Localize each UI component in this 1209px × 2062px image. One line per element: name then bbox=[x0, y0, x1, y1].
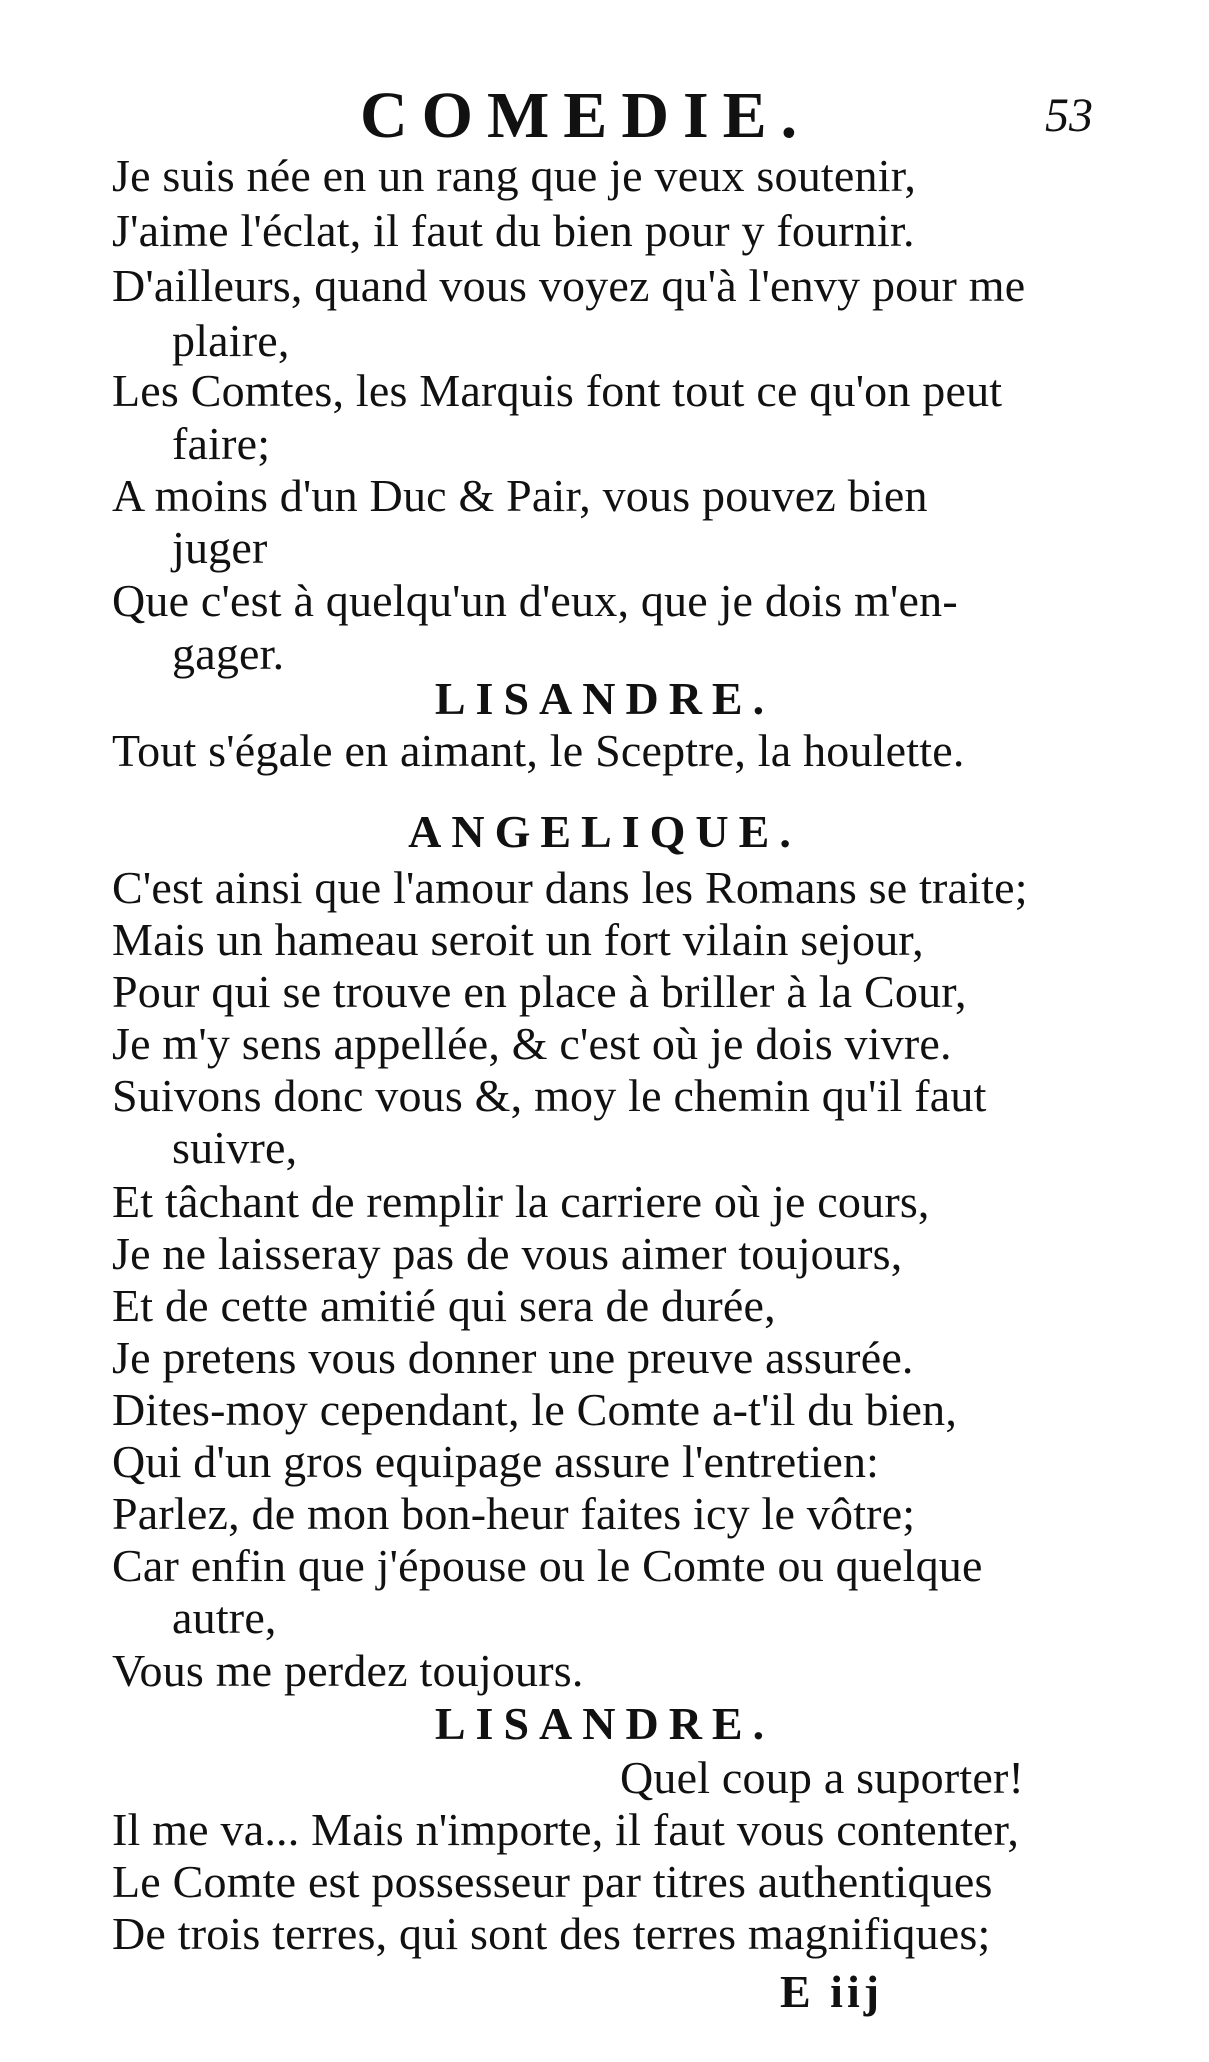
verse-line: Pour qui se trouve en place à briller à la Cour, bbox=[112, 966, 967, 1017]
verse-line: Je ne laisseray pas de vous aimer toujours, bbox=[112, 1228, 903, 1279]
verse-line: Et de cette amitié qui sera de durée, bbox=[112, 1280, 776, 1331]
verse-line-continuation: faire; bbox=[172, 418, 271, 469]
verse-line: D'ailleurs, quand vous voyez qu'à l'envy pour me bbox=[112, 260, 1026, 311]
verse-line-continuation: autre, bbox=[172, 1592, 277, 1643]
verse-line: Je suis née en un rang que je veux soutenir, bbox=[112, 150, 917, 201]
signature-mark: E iij bbox=[780, 1966, 884, 2017]
verse-line: Je m'y sens appellée, & c'est où je dois vivre. bbox=[112, 1018, 952, 1069]
verse-line: Car enfin que j'épouse ou le Comte ou quelque bbox=[112, 1540, 983, 1591]
verse-line: Qui d'un gros equipage assure l'entretien: bbox=[112, 1436, 880, 1487]
verse-line: C'est ainsi que l'amour dans les Romans se traite; bbox=[112, 862, 1028, 913]
verse-line: A moins d'un Duc & Pair, vous pouvez bien bbox=[112, 470, 928, 521]
verse-line-half: Quel coup a suporter! bbox=[620, 1752, 1025, 1803]
verse-line-continuation: juger bbox=[172, 522, 268, 573]
verse-line: Que c'est à quelqu'un d'eux, que je dois m'en- bbox=[112, 575, 958, 626]
verse-line: Dites-moy cependant, le Comte a-t'il du bien, bbox=[112, 1384, 958, 1435]
verse-line: De trois terres, qui sont des terres magnifiques; bbox=[112, 1908, 991, 1959]
verse-line: Parlez, de mon bon-heur faites icy le vôtre; bbox=[112, 1488, 916, 1539]
verse-line: J'aime l'éclat, il faut du bien pour y fournir. bbox=[112, 205, 915, 256]
speaker-name: LISANDRE. bbox=[434, 673, 775, 724]
verse-line-continuation: gager. bbox=[172, 628, 285, 679]
page-header bbox=[0, 78, 1209, 158]
verse-line-continuation: plaire, bbox=[172, 315, 290, 366]
verse-line: Et tâchant de remplir la carriere où je cours, bbox=[112, 1176, 930, 1227]
verse-line: Tout s'égale en aimant, le Sceptre, la houlette. bbox=[112, 725, 965, 776]
verse-line-continuation: suivre, bbox=[172, 1122, 298, 1173]
speaker-name: ANGELIQUE. bbox=[408, 806, 801, 857]
verse-line: Vous me perdez toujours. bbox=[112, 1645, 584, 1696]
running-title: COMEDIE. bbox=[360, 79, 812, 152]
verse-line: Il me va... Mais n'importe, il faut vous contenter, bbox=[112, 1804, 1020, 1855]
verse-line: Je pretens vous donner une preuve assurée. bbox=[112, 1332, 914, 1383]
page-number: 53 bbox=[1045, 89, 1093, 142]
verse-line: Suivons donc vous &, moy le chemin qu'il faut bbox=[112, 1070, 987, 1121]
verse-line: Mais un hameau seroit un fort vilain sejour, bbox=[112, 914, 924, 965]
verse-line: Le Comte est possesseur par titres authentiques bbox=[112, 1856, 993, 1907]
verse-line: Les Comtes, les Marquis font tout ce qu'on peut bbox=[112, 365, 1003, 416]
speaker-name: LISANDRE. bbox=[434, 1698, 775, 1749]
